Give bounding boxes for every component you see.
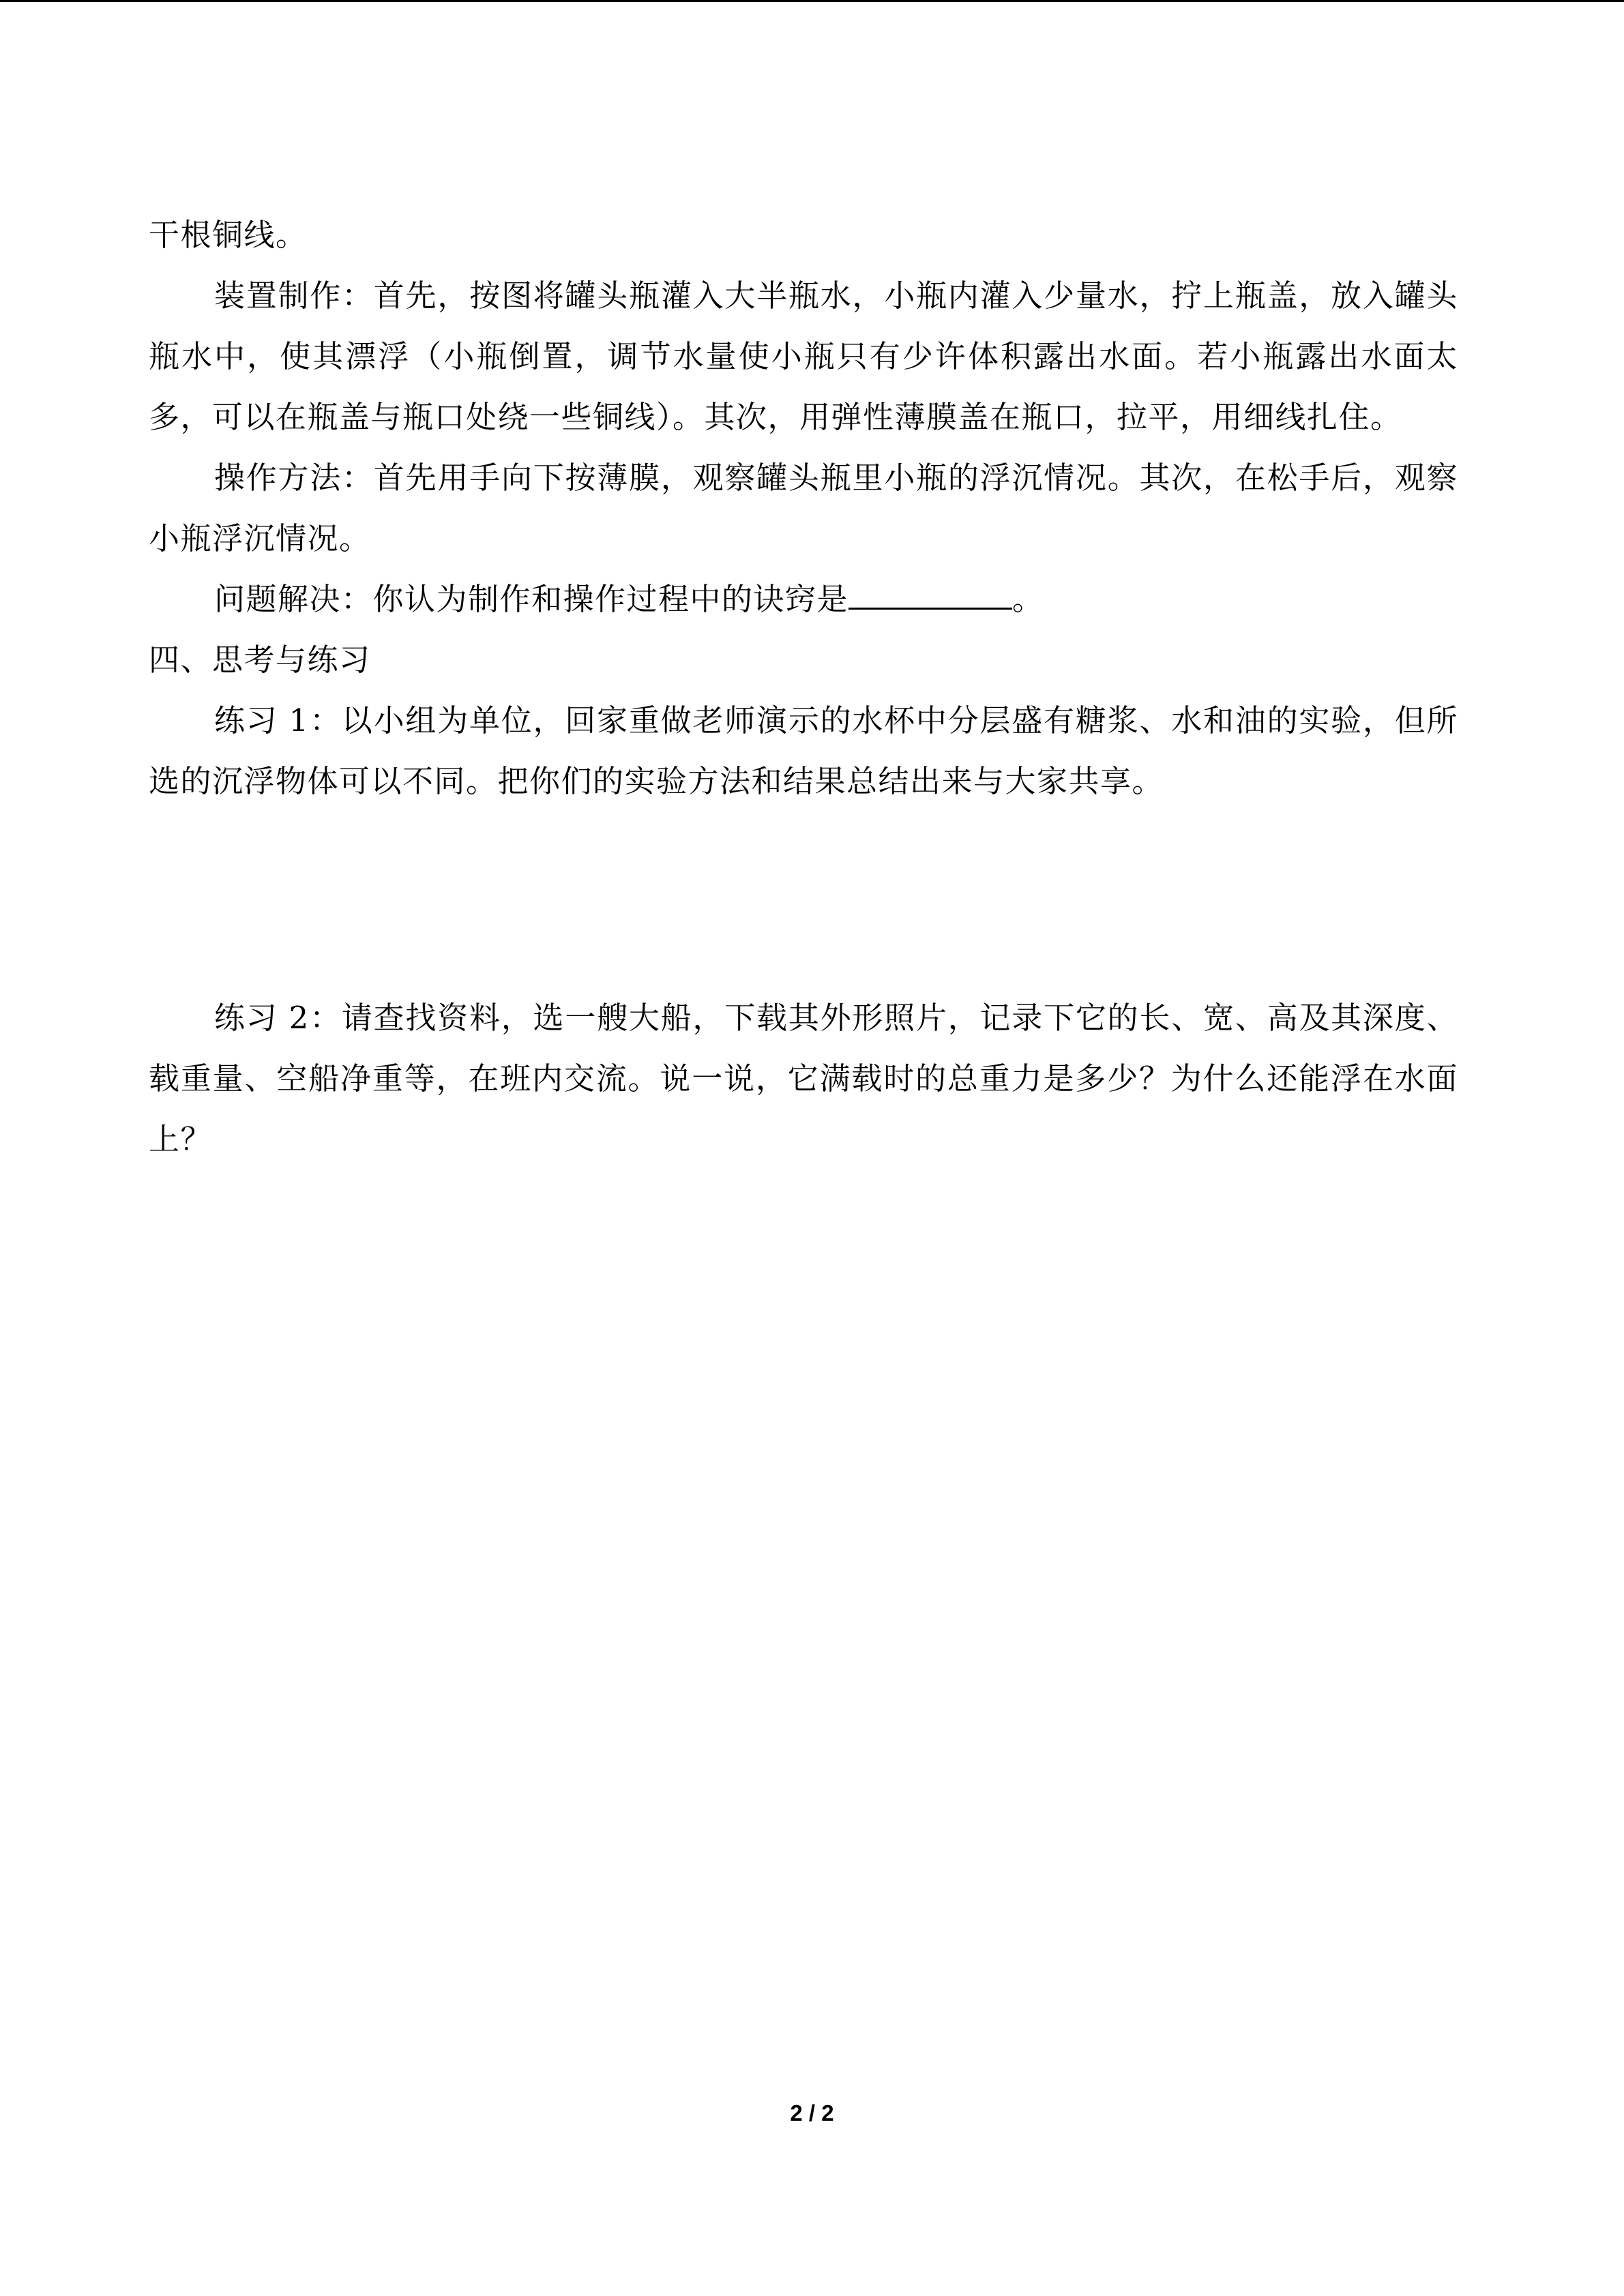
document-body bbox=[149, 205, 1458, 1169]
paragraph-copper-wire: 干根铜线。 bbox=[149, 217, 308, 253]
paragraph-operation-method: 操作方法：首先用手向下按薄膜，观察罐头瓶里小瓶的浮沉情况。其次，在松手后，观察小瓶浮沉情况。 bbox=[149, 460, 1458, 556]
question-suffix: 。 bbox=[1012, 581, 1044, 617]
paragraph-problem-solving bbox=[149, 569, 1458, 629]
page-number: 2 / 2 bbox=[790, 2100, 834, 2126]
answer-blank[interactable] bbox=[848, 577, 1012, 610]
question-prefix: 问题解决：你认为制作和操作过程中的诀窍是 bbox=[214, 581, 849, 617]
paragraph-device-making: 装置制作：首先，按图将罐头瓶灌入大半瓶水，小瓶内灌入少量水，拧上瓶盖，放入罐头瓶水中，使其漂浮（小瓶倒置，调节水量使小瓶只有少许体积露出水面。若小瓶露出水面太多，可以在瓶盖与瓶口处绕一些铜线）。其次，用弹性薄膜盖在瓶口，拉平，用细线扎住。 bbox=[149, 278, 1458, 435]
exercise-1: 练习 1：以小组为单位，回家重做老师演示的水杯中分层盛有糖浆、水和油的实验，但所选的沉浮物体可以不同。把你们的实验方法和结果总结出来与大家共享。 bbox=[149, 702, 1458, 799]
top-border-line bbox=[0, 0, 1624, 2]
section-heading: 四、思考与练习 bbox=[149, 642, 371, 678]
answer-space bbox=[149, 811, 1458, 987]
exercise-2: 练习 2：请查找资料，选一艘大船，下载其外形照片，记录下它的长、宽、高及其深度、载重量、空船净重等，在班内交流。说一说，它满载时的总重力是多少？为什么还能浮在水面上？ bbox=[149, 1000, 1458, 1157]
